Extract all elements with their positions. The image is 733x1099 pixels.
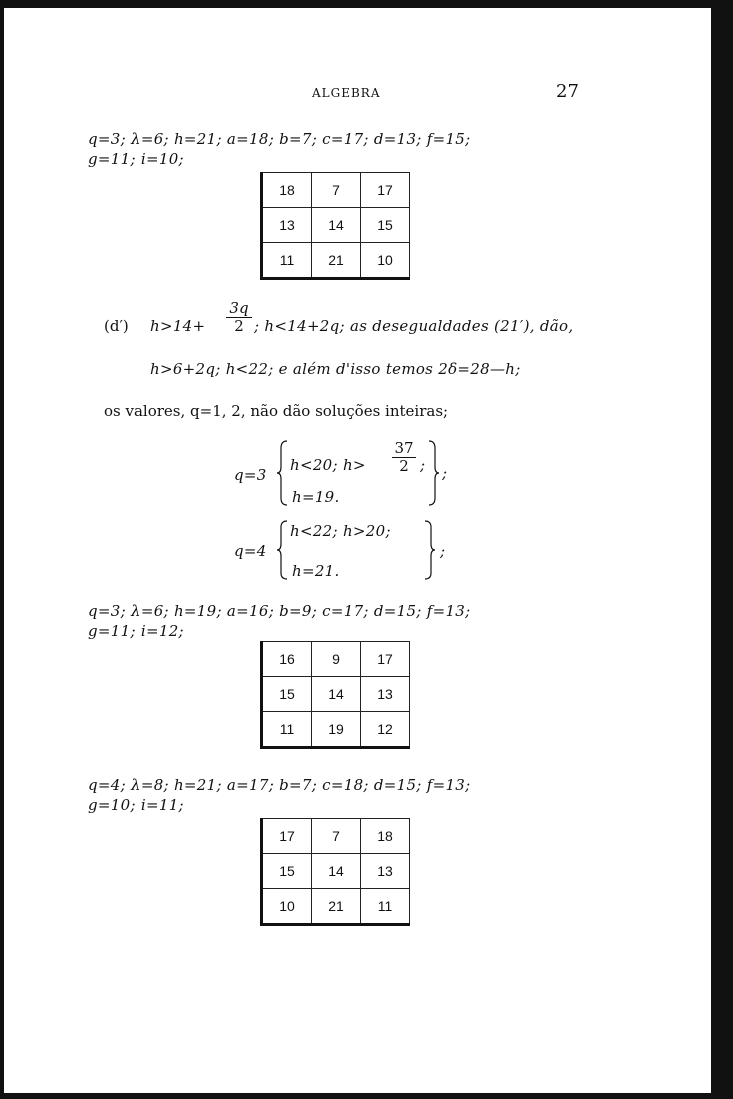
left-brace [276,520,288,584]
solution-2-line-2: g=11; i=12; [88,622,184,640]
table-cell: 13 [361,854,410,889]
table-row [262,889,410,925]
table-cell: 19 [312,712,361,748]
fraction-denominator: 2 [399,457,409,475]
right-brace [428,440,440,510]
table-row [262,173,410,208]
running-header: ALGEBRA [312,86,381,100]
table-cell: 17 [361,642,410,677]
fraction-37-over-2 [392,440,416,475]
system-1-row-1: h<20; h> [290,456,366,474]
solution-1-line-1: q=3; λ=6; h=21; a=18; b=7; c=17; d=13; f=15; [88,130,471,148]
solution-3-line-1: q=4; λ=8; h=21; a=17; b=7; c=18; d=15; f=13; [88,776,471,794]
magic-square-3 [260,818,410,926]
left-brace [276,440,288,510]
table-cell: 15 [262,854,312,889]
table-cell: 11 [262,243,312,279]
table-cell: 13 [361,677,410,712]
solution-1-line-2: g=11; i=10; [88,150,184,168]
table-cell: 11 [361,889,410,925]
table-cell: 21 [312,243,361,279]
scan-edge-bottom [0,1093,733,1099]
fraction-denominator: 2 [234,317,244,335]
table-cell: 14 [312,208,361,243]
case-line-2: h>6+2q; h<22; e além d'isso temos 2δ=28—h; [150,360,521,378]
table-cell: 7 [312,819,361,854]
table-cell: 13 [262,208,312,243]
scan-edge-right [711,0,733,1099]
table-row [262,854,410,889]
table-cell: 14 [312,677,361,712]
scan-edge-top [0,0,733,8]
case-line-3: os valores, q=1, 2, não dão soluções inteiras; [104,402,449,420]
system-2-row-1: h<22; h>20; [290,522,391,540]
case-label: (d′) [104,317,129,335]
system-1-q: q=3 [234,466,267,484]
system-2-row-2: h=21. [292,562,340,580]
table-cell: 11 [262,712,312,748]
table-cell: 17 [361,173,410,208]
table-cell: 9 [312,642,361,677]
table-cell: 18 [361,819,410,854]
magic-square-2 [260,641,410,749]
solution-2-line-1: q=3; λ=6; h=19; a=16; b=9; c=17; d=15; f=13; [88,602,471,620]
table-cell: 16 [262,642,312,677]
table-cell: 14 [312,854,361,889]
scan-edge-left [0,0,4,1099]
table-row [262,712,410,748]
table-cell: 12 [361,712,410,748]
table-cell: 18 [262,173,312,208]
table-cell: 10 [361,243,410,279]
table-cell: 10 [262,889,312,925]
system-2-end: ; [440,542,446,560]
table-cell: 21 [312,889,361,925]
case-inequality-part-1: h>14+ [150,317,206,335]
magic-square-1 [260,172,410,280]
table-cell: 7 [312,173,361,208]
right-brace [424,520,436,584]
table-cell: 17 [262,819,312,854]
table-row [262,642,410,677]
table-row [262,819,410,854]
table-row [262,243,410,279]
table-row [262,677,410,712]
case-inequality-part-2: ; h<14+2q; as desegualdades (21′), dão, [254,317,574,335]
table-row [262,208,410,243]
fraction-numerator: 37 [392,440,416,458]
fraction-3q-over-2 [226,300,252,335]
table-cell: 15 [361,208,410,243]
system-1-row-1-end: ; [420,456,426,474]
solution-3-line-2: g=10; i=11; [88,796,184,814]
table-cell: 15 [262,677,312,712]
system-1-end: ; [442,464,448,482]
system-2-q: q=4 [234,542,267,560]
page-number: 27 [556,81,579,102]
system-1-row-2: h=19. [292,488,340,506]
fraction-numerator: 3q [226,300,252,318]
